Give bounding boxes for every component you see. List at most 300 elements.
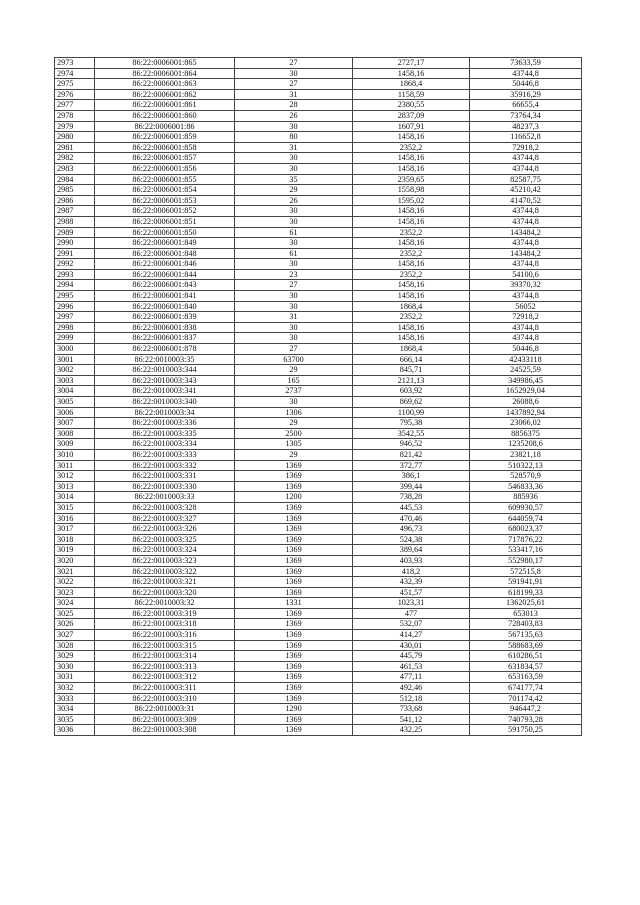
area-cell: 1369 (235, 502, 353, 513)
cadastral-number-cell: 86:22:0010003:326 (95, 524, 235, 535)
rate-cell: 372,77 (353, 460, 470, 471)
area-cell: 1369 (235, 725, 353, 736)
value-cell: 82587,75 (470, 174, 582, 185)
table-row (55, 651, 582, 662)
area-cell: 1305 (235, 439, 353, 450)
table-row (55, 227, 582, 238)
area-cell: 31 (235, 142, 353, 153)
area-cell: 1369 (235, 714, 353, 725)
value-cell: 728403,83 (470, 619, 582, 630)
table-row (55, 259, 582, 270)
table-row (55, 619, 582, 630)
table-row (55, 333, 582, 344)
table-row (55, 89, 582, 100)
value-cell: 1652929,04 (470, 386, 582, 397)
value-cell: 43744,8 (470, 206, 582, 217)
area-cell: 1369 (235, 524, 353, 535)
rate-cell: 532,07 (353, 619, 470, 630)
table-row (55, 661, 582, 672)
area-cell: 27 (235, 79, 353, 90)
table-row (55, 375, 582, 386)
rate-cell: 418,2 (353, 566, 470, 577)
value-cell: 43744,8 (470, 238, 582, 249)
rate-cell: 2352,2 (353, 312, 470, 323)
row-number-cell: 2997 (55, 312, 95, 323)
table-row (55, 68, 582, 79)
table-row (55, 195, 582, 206)
rate-cell: 451,57 (353, 587, 470, 598)
rate-cell: 1868,4 (353, 301, 470, 312)
rate-cell: 1458,16 (353, 153, 470, 164)
area-cell: 29 (235, 418, 353, 429)
rate-cell: 445,79 (353, 651, 470, 662)
table-row (55, 492, 582, 503)
row-number-cell: 3028 (55, 640, 95, 651)
rate-cell: 3542,55 (353, 428, 470, 439)
cadastral-number-cell: 86:22:0006001:857 (95, 153, 235, 164)
cadastral-number-cell: 86:22:0010003:341 (95, 386, 235, 397)
rate-cell: 1607,91 (353, 121, 470, 132)
row-number-cell: 3019 (55, 545, 95, 556)
cadastral-number-cell: 86:22:0006001:850 (95, 227, 235, 238)
rate-cell: 1458,16 (353, 206, 470, 217)
table-row (55, 714, 582, 725)
cadastral-number-cell: 86:22:0010003:35 (95, 354, 235, 365)
area-cell: 2500 (235, 428, 353, 439)
value-cell: 1437892,94 (470, 407, 582, 418)
area-cell: 1369 (235, 577, 353, 588)
rate-cell: 1158,59 (353, 89, 470, 100)
row-number-cell: 3002 (55, 365, 95, 376)
rate-cell: 403,93 (353, 555, 470, 566)
cadastral-number-cell: 86:22:0006001:856 (95, 163, 235, 174)
rate-cell: 445,53 (353, 502, 470, 513)
cadastral-number-cell: 86:22:0010003:322 (95, 566, 235, 577)
value-cell: 73764,34 (470, 110, 582, 121)
row-number-cell: 2978 (55, 110, 95, 121)
cadastral-number-cell: 86:22:0010003:318 (95, 619, 235, 630)
table-row (55, 312, 582, 323)
table-row (55, 185, 582, 196)
value-cell: 609930,57 (470, 502, 582, 513)
area-cell: 29 (235, 449, 353, 460)
cadastral-number-cell: 86:22:0010003:314 (95, 651, 235, 662)
rate-cell: 399,44 (353, 481, 470, 492)
row-number-cell: 3026 (55, 619, 95, 630)
row-number-cell: 3015 (55, 502, 95, 513)
value-cell: 510322,13 (470, 460, 582, 471)
area-cell: 30 (235, 68, 353, 79)
cadastral-number-cell: 86:22:0006001:839 (95, 312, 235, 323)
cadastral-number-cell: 86:22:0010003:323 (95, 555, 235, 566)
value-cell: 26088,6 (470, 397, 582, 408)
rate-cell: 414,27 (353, 630, 470, 641)
rate-cell: 738,28 (353, 492, 470, 503)
rate-cell: 1595,02 (353, 195, 470, 206)
row-number-cell: 3009 (55, 439, 95, 450)
cadastral-number-cell: 86:22:0010003:328 (95, 502, 235, 513)
rate-cell: 795,38 (353, 418, 470, 429)
cadastral-number-cell: 86:22:0010003:334 (95, 439, 235, 450)
cadastral-number-cell: 86:22:0010003:32 (95, 598, 235, 609)
table-row (55, 418, 582, 429)
area-cell: 1369 (235, 630, 353, 641)
cadastral-number-cell: 86:22:0010003:308 (95, 725, 235, 736)
row-number-cell: 2991 (55, 248, 95, 259)
value-cell: 610286,51 (470, 651, 582, 662)
value-cell: 946447,2 (470, 704, 582, 715)
table-row (55, 725, 582, 736)
rate-cell: 2727,17 (353, 58, 470, 69)
table-row (55, 704, 582, 715)
area-cell: 26 (235, 110, 353, 121)
row-number-cell: 2974 (55, 68, 95, 79)
area-cell: 1200 (235, 492, 353, 503)
cadastral-number-cell: 86:22:0010003:330 (95, 481, 235, 492)
table-row (55, 216, 582, 227)
table-row (55, 428, 582, 439)
row-number-cell: 3011 (55, 460, 95, 471)
value-cell: 43744,8 (470, 322, 582, 333)
value-cell: 618199,33 (470, 587, 582, 598)
area-cell: 63700 (235, 354, 353, 365)
value-cell: 674177,74 (470, 683, 582, 694)
value-cell: 116652,8 (470, 132, 582, 143)
rate-cell: 1558,98 (353, 185, 470, 196)
row-number-cell: 2975 (55, 79, 95, 90)
rate-cell: 845,71 (353, 365, 470, 376)
row-number-cell: 3036 (55, 725, 95, 736)
cadastral-number-cell: 86:22:0006001:865 (95, 58, 235, 69)
row-number-cell: 2992 (55, 259, 95, 270)
value-cell: 653013 (470, 608, 582, 619)
rate-cell: 1458,16 (353, 259, 470, 270)
rate-cell: 2380,55 (353, 100, 470, 111)
table-row (55, 301, 582, 312)
table-row (55, 280, 582, 291)
table-row (55, 291, 582, 302)
value-cell: 23066,02 (470, 418, 582, 429)
row-number-cell: 3021 (55, 566, 95, 577)
area-cell: 30 (235, 153, 353, 164)
row-number-cell: 2996 (55, 301, 95, 312)
area-cell: 30 (235, 216, 353, 227)
table-row (55, 386, 582, 397)
cadastral-number-cell: 86:22:0006001:86 (95, 121, 235, 132)
row-number-cell: 3022 (55, 577, 95, 588)
value-cell: 572515,8 (470, 566, 582, 577)
area-cell: 165 (235, 375, 353, 386)
rate-cell: 1868,4 (353, 79, 470, 90)
cadastral-number-cell: 86:22:0006001:844 (95, 269, 235, 280)
area-cell: 30 (235, 238, 353, 249)
cadastral-number-cell: 86:22:0010003:310 (95, 693, 235, 704)
row-number-cell: 2999 (55, 333, 95, 344)
area-cell: 27 (235, 280, 353, 291)
table-body (55, 58, 582, 736)
row-number-cell: 3000 (55, 344, 95, 355)
table-row (55, 566, 582, 577)
table-row (55, 693, 582, 704)
table-row (55, 163, 582, 174)
value-cell: 48237,3 (470, 121, 582, 132)
table-row (55, 598, 582, 609)
cadastral-number-cell: 86:22:0006001:851 (95, 216, 235, 227)
area-cell: 27 (235, 58, 353, 69)
cadastral-number-cell: 86:22:0006001:878 (95, 344, 235, 355)
rate-cell: 1458,16 (353, 68, 470, 79)
area-cell: 1369 (235, 587, 353, 598)
row-number-cell: 3033 (55, 693, 95, 704)
value-cell: 43744,8 (470, 259, 582, 270)
rate-cell: 2352,2 (353, 142, 470, 153)
area-cell: 80 (235, 132, 353, 143)
cadastral-number-cell: 86:22:0010003:325 (95, 534, 235, 545)
value-cell: 24525,59 (470, 365, 582, 376)
rate-cell: 492,46 (353, 683, 470, 694)
row-number-cell: 3010 (55, 449, 95, 460)
cadastral-number-cell: 86:22:0006001:840 (95, 301, 235, 312)
table-row (55, 460, 582, 471)
cadastral-number-cell: 86:22:0006001:838 (95, 322, 235, 333)
row-number-cell: 3003 (55, 375, 95, 386)
row-number-cell: 3013 (55, 481, 95, 492)
value-cell: 43744,8 (470, 68, 582, 79)
value-cell: 43744,8 (470, 153, 582, 164)
rate-cell: 869,62 (353, 397, 470, 408)
cadastral-number-cell: 86:22:0010003:331 (95, 471, 235, 482)
row-number-cell: 3006 (55, 407, 95, 418)
table-row (55, 513, 582, 524)
rate-cell: 946,52 (353, 439, 470, 450)
value-cell: 1362025,61 (470, 598, 582, 609)
cadastral-number-cell: 86:22:0010003:321 (95, 577, 235, 588)
value-cell: 43744,8 (470, 163, 582, 174)
table-row (55, 481, 582, 492)
row-number-cell: 2995 (55, 291, 95, 302)
value-cell: 50446,8 (470, 79, 582, 90)
table-row (55, 153, 582, 164)
cadastral-number-cell: 86:22:0010003:320 (95, 587, 235, 598)
row-number-cell: 2973 (55, 58, 95, 69)
table-row (55, 142, 582, 153)
rate-cell: 432,25 (353, 725, 470, 736)
rate-cell: 386,1 (353, 471, 470, 482)
cadastral-number-cell: 86:22:0010003:332 (95, 460, 235, 471)
value-cell: 42433118 (470, 354, 582, 365)
cadastral-number-cell: 86:22:0010003:313 (95, 661, 235, 672)
area-cell: 30 (235, 301, 353, 312)
table-row (55, 248, 582, 259)
table-row (55, 555, 582, 566)
value-cell: 39370,32 (470, 280, 582, 291)
row-number-cell: 3014 (55, 492, 95, 503)
rate-cell: 1458,16 (353, 280, 470, 291)
table-row (55, 449, 582, 460)
rate-cell: 432,39 (353, 577, 470, 588)
area-cell: 1369 (235, 471, 353, 482)
value-cell: 631834,57 (470, 661, 582, 672)
row-number-cell: 3032 (55, 683, 95, 694)
rate-cell: 2837,09 (353, 110, 470, 121)
rate-cell: 733,68 (353, 704, 470, 715)
table-row (55, 110, 582, 121)
table-row (55, 121, 582, 132)
area-cell: 1369 (235, 619, 353, 630)
rate-cell: 1458,16 (353, 291, 470, 302)
area-cell: 30 (235, 397, 353, 408)
row-number-cell: 2998 (55, 322, 95, 333)
table-row (55, 608, 582, 619)
table-row (55, 397, 582, 408)
rate-cell: 1458,16 (353, 163, 470, 174)
area-cell: 28 (235, 100, 353, 111)
area-cell: 1369 (235, 555, 353, 566)
cadastral-number-cell: 86:22:0010003:340 (95, 397, 235, 408)
value-cell: 72918,2 (470, 142, 582, 153)
area-cell: 1369 (235, 683, 353, 694)
value-cell: 349986,45 (470, 375, 582, 386)
value-cell: 680023,37 (470, 524, 582, 535)
row-number-cell: 3018 (55, 534, 95, 545)
cadastral-number-cell: 86:22:0006001:860 (95, 110, 235, 121)
rate-cell: 541,12 (353, 714, 470, 725)
table-row (55, 269, 582, 280)
area-cell: 1369 (235, 481, 353, 492)
cadastral-number-cell: 86:22:0010003:31 (95, 704, 235, 715)
table-row (55, 471, 582, 482)
cadastral-number-cell: 86:22:0010003:324 (95, 545, 235, 556)
cadastral-number-cell: 86:22:0010003:33 (95, 492, 235, 503)
cadastral-number-cell: 86:22:0010003:344 (95, 365, 235, 376)
value-cell: 143484,2 (470, 227, 582, 238)
area-cell: 1369 (235, 513, 353, 524)
row-number-cell: 3005 (55, 397, 95, 408)
cadastral-number-cell: 86:22:0010003:311 (95, 683, 235, 694)
cadastral-number-cell: 86:22:0006001:852 (95, 206, 235, 217)
area-cell: 30 (235, 206, 353, 217)
value-cell: 54100,6 (470, 269, 582, 280)
rate-cell: 524,38 (353, 534, 470, 545)
value-cell: 45210,42 (470, 185, 582, 196)
cadastral-number-cell: 86:22:0006001:837 (95, 333, 235, 344)
area-cell: 1369 (235, 693, 353, 704)
area-cell: 30 (235, 121, 353, 132)
table-row (55, 683, 582, 694)
area-cell: 1306 (235, 407, 353, 418)
cadastral-number-cell: 86:22:0010003:34 (95, 407, 235, 418)
value-cell: 740793,28 (470, 714, 582, 725)
row-number-cell: 2986 (55, 195, 95, 206)
rate-cell: 1100,99 (353, 407, 470, 418)
area-cell: 30 (235, 291, 353, 302)
rate-cell: 470,46 (353, 513, 470, 524)
rate-cell: 389,64 (353, 545, 470, 556)
area-cell: 2737 (235, 386, 353, 397)
rate-cell: 1458,16 (353, 216, 470, 227)
value-cell: 73633,59 (470, 58, 582, 69)
area-cell: 1290 (235, 704, 353, 715)
cadastral-number-cell: 86:22:0006001:861 (95, 100, 235, 111)
table-row (55, 206, 582, 217)
cadastral-number-cell: 86:22:0006001:846 (95, 259, 235, 270)
cadastral-number-cell: 86:22:0006001:843 (95, 280, 235, 291)
table-row (55, 577, 582, 588)
rate-cell: 666,14 (353, 354, 470, 365)
row-number-cell: 3035 (55, 714, 95, 725)
rate-cell: 512,18 (353, 693, 470, 704)
area-cell: 26 (235, 195, 353, 206)
rate-cell: 477 (353, 608, 470, 619)
table-row (55, 174, 582, 185)
row-number-cell: 3027 (55, 630, 95, 641)
cadastral-number-cell: 86:22:0010003:315 (95, 640, 235, 651)
row-number-cell: 2993 (55, 269, 95, 280)
table-row (55, 354, 582, 365)
value-cell: 653163,59 (470, 672, 582, 683)
table-row (55, 344, 582, 355)
table-row (55, 238, 582, 249)
row-number-cell: 2990 (55, 238, 95, 249)
rate-cell: 2352,2 (353, 248, 470, 259)
rate-cell: 1458,16 (353, 238, 470, 249)
area-cell: 30 (235, 322, 353, 333)
area-cell: 1331 (235, 598, 353, 609)
row-number-cell: 3004 (55, 386, 95, 397)
row-number-cell: 3030 (55, 661, 95, 672)
row-number-cell: 3001 (55, 354, 95, 365)
area-cell: 27 (235, 344, 353, 355)
area-cell: 1369 (235, 534, 353, 545)
cadastral-number-cell: 86:22:0010003:336 (95, 418, 235, 429)
table-row (55, 534, 582, 545)
cadastral-number-cell: 86:22:0010003:343 (95, 375, 235, 386)
cadastral-number-cell: 86:22:0006001:848 (95, 248, 235, 259)
table-row (55, 100, 582, 111)
row-number-cell: 3017 (55, 524, 95, 535)
value-cell: 23821,18 (470, 449, 582, 460)
value-cell: 1235208,6 (470, 439, 582, 450)
row-number-cell: 2988 (55, 216, 95, 227)
row-number-cell: 3023 (55, 587, 95, 598)
row-number-cell: 2989 (55, 227, 95, 238)
rate-cell: 2359,65 (353, 174, 470, 185)
area-cell: 29 (235, 185, 353, 196)
table-row (55, 545, 582, 556)
cadastral-number-cell: 86:22:0010003:333 (95, 449, 235, 460)
value-cell: 644059,74 (470, 513, 582, 524)
rate-cell: 477,11 (353, 672, 470, 683)
value-cell: 567135,63 (470, 630, 582, 641)
row-number-cell: 2994 (55, 280, 95, 291)
cadastral-number-cell: 86:22:0006001:863 (95, 79, 235, 90)
area-cell: 1369 (235, 672, 353, 683)
cadastral-number-cell: 86:22:0006001:849 (95, 238, 235, 249)
value-cell: 546833,36 (470, 481, 582, 492)
table-row (55, 132, 582, 143)
row-number-cell: 3025 (55, 608, 95, 619)
value-cell: 717876,22 (470, 534, 582, 545)
row-number-cell: 3012 (55, 471, 95, 482)
area-cell: 30 (235, 163, 353, 174)
area-cell: 1369 (235, 640, 353, 651)
rate-cell: 1023,31 (353, 598, 470, 609)
rate-cell: 2121,13 (353, 375, 470, 386)
rate-cell: 1458,16 (353, 333, 470, 344)
area-cell: 30 (235, 259, 353, 270)
row-number-cell: 3020 (55, 555, 95, 566)
table-row (55, 322, 582, 333)
